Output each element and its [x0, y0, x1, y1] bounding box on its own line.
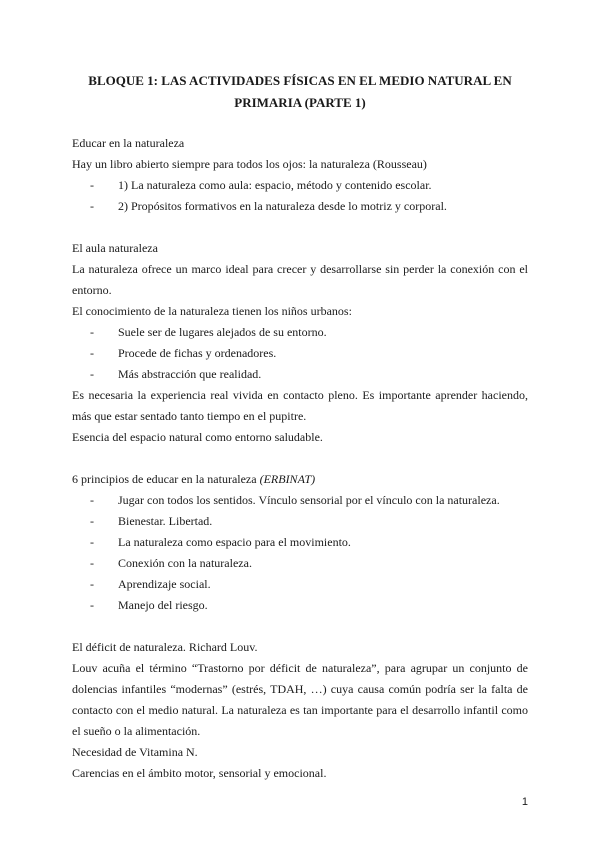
section-heading: El déficit de naturaleza. Richard Louv. — [72, 640, 258, 654]
section-principios — [72, 469, 528, 616]
list-item: - Manejo del riesgo. — [72, 595, 528, 616]
bullet-list — [72, 490, 528, 616]
list-item: - Procede de fichas y ordenadores. — [72, 343, 528, 364]
section-heading: El aula naturaleza — [72, 241, 158, 255]
title-line-1: BLOQUE 1: LAS ACTIVIDADES FÍSICAS EN EL MEDIO NATURAL EN — [88, 73, 512, 88]
list-item: - 1) La naturaleza como aula: espacio, método y contenido escolar. — [72, 175, 528, 196]
paragraph: Necesidad de Vitamina N. — [72, 745, 198, 759]
section-educar-naturaleza — [72, 133, 528, 217]
paragraph: Hay un libro abierto siempre para todos los ojos: la naturaleza (Rousseau) — [72, 157, 427, 171]
section-heading: Educar en la naturaleza — [72, 136, 185, 150]
section-heading-text: 6 principios de educar en la naturaleza — [72, 472, 257, 486]
spacer — [72, 448, 528, 469]
list-item: - Jugar con todos los sentidos. Vínculo sensorial por el vínculo con la naturaleza. — [72, 490, 528, 511]
paragraph: Louv acuña el término “Trastorno por déficit de naturaleza”, para agrupar un conjunto de dolencias infantiles “modernas” (estrés, TDAH, …) cuya causa común podría ser la falta de contacto con el medio natural. La naturaleza es tan importante para el desarrollo infantil como el sueño o la alimentación. — [72, 661, 528, 738]
document-body — [72, 133, 528, 784]
bullet-list — [72, 175, 528, 217]
spacer — [72, 616, 528, 637]
list-item: - Conexión con la naturaleza. — [72, 553, 528, 574]
bullet-list — [72, 322, 528, 385]
section-deficit-naturaleza — [72, 637, 528, 784]
list-item: - Aprendizaje social. — [72, 574, 528, 595]
paragraph: Es necesaria la experiencia real vivida en contacto pleno. Es importante aprender haciendo, más que estar sentado tanto tiempo en el pupitre. — [72, 388, 528, 423]
section-aula-naturaleza — [72, 238, 528, 448]
title-line-2: PRIMARIA (PARTE 1) — [234, 95, 366, 110]
list-item: - Suele ser de lugares alejados de su entorno. — [72, 322, 528, 343]
paragraph: El conocimiento de la naturaleza tienen los niños urbanos: — [72, 304, 352, 318]
list-item: - Más abstracción que realidad. — [72, 364, 528, 385]
spacer — [72, 217, 528, 238]
paragraph: Carencias en el ámbito motor, sensorial y emocional. — [72, 766, 327, 780]
list-item: - Bienestar. Libertad. — [72, 511, 528, 532]
paragraph: La naturaleza ofrece un marco ideal para crecer y desarrollarse sin perder la conexión con el entorno. — [72, 262, 528, 297]
paragraph: Esencia del espacio natural como entorno saludable. — [72, 430, 323, 444]
section-heading-acronym: (ERBINAT) — [259, 472, 316, 486]
list-item: - 2) Propósitos formativos en la naturaleza desde lo motriz y corporal. — [72, 196, 528, 217]
page-number: 1 — [521, 796, 528, 808]
document-title — [72, 70, 528, 114]
list-item: - La naturaleza como espacio para el movimiento. — [72, 532, 528, 553]
section-heading — [72, 469, 528, 490]
